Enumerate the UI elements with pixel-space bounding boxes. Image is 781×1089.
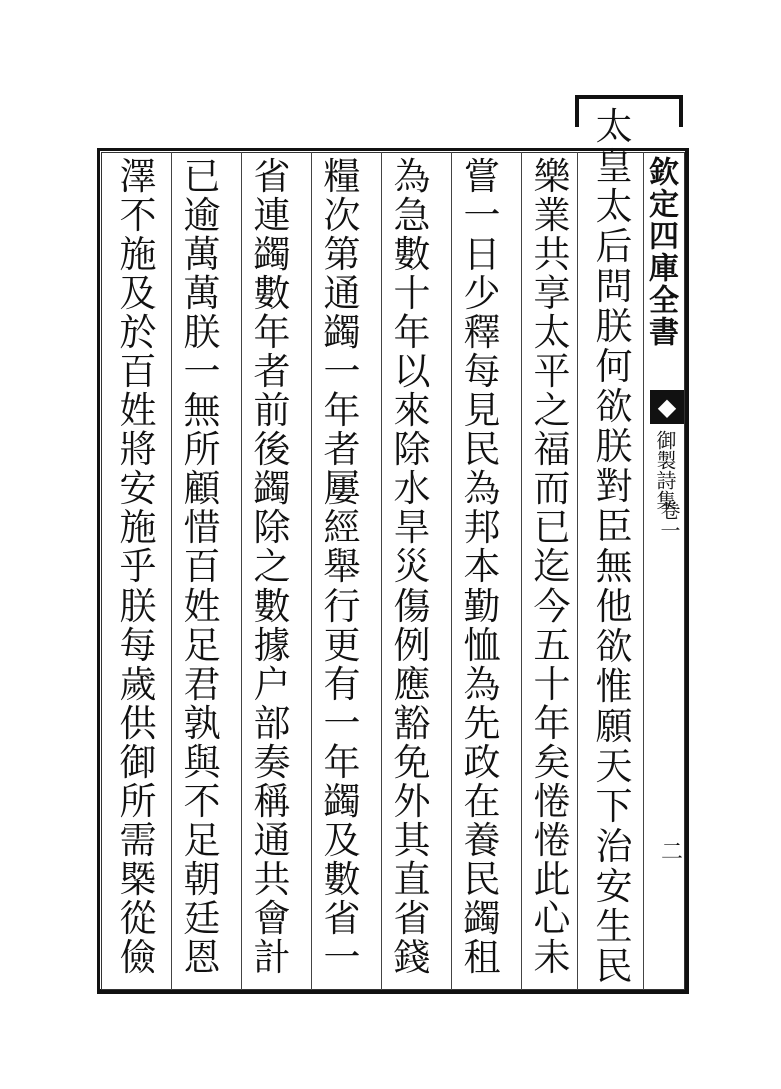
character: 乎 <box>119 545 157 589</box>
character: 惓 <box>533 818 571 862</box>
character: 天 <box>595 745 633 788</box>
character: 為 <box>463 467 501 511</box>
character: 儉 <box>119 935 157 979</box>
character: 日 <box>463 233 501 277</box>
character: 蠲 <box>253 233 291 277</box>
edge-book-title: 欽定四庫全書 <box>643 156 678 348</box>
character: 不 <box>183 779 221 823</box>
character: 無 <box>183 389 221 433</box>
character: 御 <box>119 740 157 784</box>
character: 於 <box>119 311 157 355</box>
character: 一 <box>463 194 501 238</box>
character: 萬 <box>183 233 221 277</box>
character: 糧 <box>323 155 361 198</box>
character: 見 <box>463 389 501 433</box>
character: 惟 <box>595 665 633 708</box>
text-column-3 <box>456 155 508 979</box>
character: 蠲 <box>253 467 291 511</box>
character: 朕 <box>595 305 633 348</box>
character: 迄 <box>533 545 571 589</box>
character: 蠲 <box>463 896 501 940</box>
edge-page-number: 二 <box>660 840 683 865</box>
character: 未 <box>533 935 571 979</box>
character: 下 <box>595 785 633 828</box>
character: 何 <box>595 345 633 388</box>
character: 享 <box>533 272 571 316</box>
character: 之 <box>533 389 571 433</box>
character: 業 <box>533 194 571 238</box>
character: 年 <box>253 311 291 355</box>
character: 為 <box>393 155 431 198</box>
character: 已 <box>183 155 221 198</box>
character: 有 <box>323 662 361 706</box>
text-column-4 <box>386 155 438 979</box>
character: 安 <box>119 467 157 511</box>
character: 皇 <box>595 145 633 188</box>
character: 經 <box>323 506 361 550</box>
character: 與 <box>183 740 221 784</box>
character: 百 <box>119 350 157 394</box>
character: 他 <box>595 585 633 628</box>
character: 君 <box>183 662 221 706</box>
character: 為 <box>463 662 501 706</box>
character: 省 <box>253 155 291 198</box>
character: 旱 <box>393 506 431 550</box>
character: 一 <box>323 935 361 979</box>
character: 恩 <box>183 935 221 979</box>
character: 十 <box>393 272 431 316</box>
character: 民 <box>463 857 501 901</box>
character: 除 <box>253 506 291 550</box>
character: 十 <box>533 662 571 706</box>
character: 供 <box>119 701 157 745</box>
character: 足 <box>183 818 221 862</box>
character: 計 <box>253 935 291 979</box>
edge-fascicle: 卷一 <box>657 500 681 540</box>
character: 今 <box>533 584 571 628</box>
character: 無 <box>595 545 633 588</box>
character: 例 <box>393 623 431 667</box>
character: 共 <box>533 233 571 277</box>
character: 水 <box>393 467 431 511</box>
character: 每 <box>119 623 157 667</box>
character: 奏 <box>253 740 291 784</box>
character: 年 <box>533 701 571 745</box>
character: 第 <box>323 233 361 277</box>
character: 施 <box>119 506 157 550</box>
character: 部 <box>253 701 291 745</box>
character: 少 <box>463 272 501 316</box>
character: 每 <box>463 350 501 394</box>
column-rule <box>381 152 382 990</box>
fishtail-mark-icon: ◆ <box>650 390 684 424</box>
character: 歲 <box>119 662 157 706</box>
character: 通 <box>253 818 291 862</box>
character: 民 <box>463 428 501 472</box>
character: 錢 <box>393 935 431 979</box>
character: 及 <box>119 272 157 316</box>
character: 孰 <box>183 701 221 745</box>
character: 急 <box>393 194 431 238</box>
character: 福 <box>533 428 571 472</box>
character: 前 <box>253 389 291 433</box>
character: 先 <box>463 701 501 745</box>
character: 釋 <box>463 311 501 355</box>
character: 數 <box>253 584 291 628</box>
character: 行 <box>323 584 361 628</box>
character: 外 <box>393 779 431 823</box>
character: 在 <box>463 779 501 823</box>
character: 年 <box>323 389 361 433</box>
character: 而 <box>533 467 571 511</box>
character: 願 <box>595 705 633 748</box>
character: 一 <box>323 701 361 745</box>
character: 矣 <box>533 740 571 784</box>
text-column-6 <box>246 155 298 979</box>
character: 屢 <box>323 467 361 511</box>
character: 除 <box>393 428 431 472</box>
character: 欲 <box>595 385 633 428</box>
character: 安 <box>595 865 633 908</box>
character: 后 <box>595 225 633 268</box>
character: 逾 <box>183 194 221 238</box>
character: 所 <box>183 428 221 472</box>
character: 者 <box>253 350 291 394</box>
character: 直 <box>393 857 431 901</box>
character: 更 <box>323 623 361 667</box>
character: 朕 <box>183 311 221 355</box>
character: 蠲 <box>323 779 361 823</box>
column-rule <box>171 152 172 990</box>
character: 不 <box>119 194 157 238</box>
character: 勤 <box>463 584 501 628</box>
character: 生 <box>595 905 633 948</box>
character: 政 <box>463 740 501 784</box>
character: 心 <box>533 896 571 940</box>
character: 來 <box>393 389 431 433</box>
character: 百 <box>183 545 221 589</box>
text-column-5 <box>316 155 368 979</box>
character: 嘗 <box>463 155 501 198</box>
character: 次 <box>323 194 361 238</box>
character: 連 <box>253 194 291 238</box>
character: 施 <box>119 233 157 277</box>
character: 槩 <box>119 857 157 901</box>
character: 欲 <box>595 625 633 668</box>
character: 將 <box>119 428 157 472</box>
character: 朕 <box>595 425 633 468</box>
character: 邦 <box>463 506 501 550</box>
column-rule <box>241 152 242 990</box>
character: 養 <box>463 818 501 862</box>
character: 姓 <box>183 584 221 628</box>
character: 萬 <box>183 272 221 316</box>
character: 需 <box>119 818 157 862</box>
text-column-7 <box>176 155 228 979</box>
character: 租 <box>463 935 501 979</box>
character: 澤 <box>119 155 157 198</box>
character: 以 <box>393 350 431 394</box>
character: 之 <box>253 545 291 589</box>
character: 問 <box>595 265 633 308</box>
column-rule <box>521 152 522 990</box>
character: 數 <box>253 272 291 316</box>
character: 蠲 <box>323 311 361 355</box>
character: 本 <box>463 545 501 589</box>
column-rule <box>311 152 312 990</box>
character: 治 <box>595 825 633 868</box>
character: 省 <box>323 896 361 940</box>
character: 年 <box>323 740 361 784</box>
character: 共 <box>253 857 291 901</box>
character: 免 <box>393 740 431 784</box>
character: 惜 <box>183 506 221 550</box>
character: 應 <box>393 662 431 706</box>
text-column-1 <box>588 105 640 988</box>
character: 會 <box>253 896 291 940</box>
character: 數 <box>393 233 431 277</box>
character: 臣 <box>595 505 633 548</box>
character: 災 <box>393 545 431 589</box>
edge-volume-title: 御製詩集 <box>653 430 677 510</box>
character: 者 <box>323 428 361 472</box>
character: 已 <box>533 506 571 550</box>
character: 平 <box>533 350 571 394</box>
column-rule <box>451 152 452 990</box>
character: 户 <box>253 662 291 706</box>
character: 朝 <box>183 857 221 901</box>
character: 豁 <box>393 701 431 745</box>
character: 恤 <box>463 623 501 667</box>
character: 朕 <box>119 584 157 628</box>
character: 一 <box>323 350 361 394</box>
character: 其 <box>393 818 431 862</box>
character: 廷 <box>183 896 221 940</box>
character: 舉 <box>323 545 361 589</box>
character: 惓 <box>533 779 571 823</box>
character: 從 <box>119 896 157 940</box>
text-column-2 <box>526 155 578 979</box>
character: 太 <box>595 185 633 228</box>
character: 對 <box>595 465 633 508</box>
character: 數 <box>323 857 361 901</box>
character: 民 <box>595 945 633 988</box>
text-column-8 <box>112 155 164 979</box>
character: 姓 <box>119 389 157 433</box>
character: 據 <box>253 623 291 667</box>
character: 此 <box>533 857 571 901</box>
character: 傷 <box>393 584 431 628</box>
character: 通 <box>323 272 361 316</box>
character: 稱 <box>253 779 291 823</box>
character: 後 <box>253 428 291 472</box>
character: 樂 <box>533 155 571 198</box>
character: 太 <box>533 311 571 355</box>
character: 太 <box>595 105 633 148</box>
character: 省 <box>393 896 431 940</box>
character: 五 <box>533 623 571 667</box>
character: 年 <box>393 311 431 355</box>
character: 一 <box>183 350 221 394</box>
character: 足 <box>183 623 221 667</box>
character: 顧 <box>183 467 221 511</box>
character: 及 <box>323 818 361 862</box>
character: 所 <box>119 779 157 823</box>
